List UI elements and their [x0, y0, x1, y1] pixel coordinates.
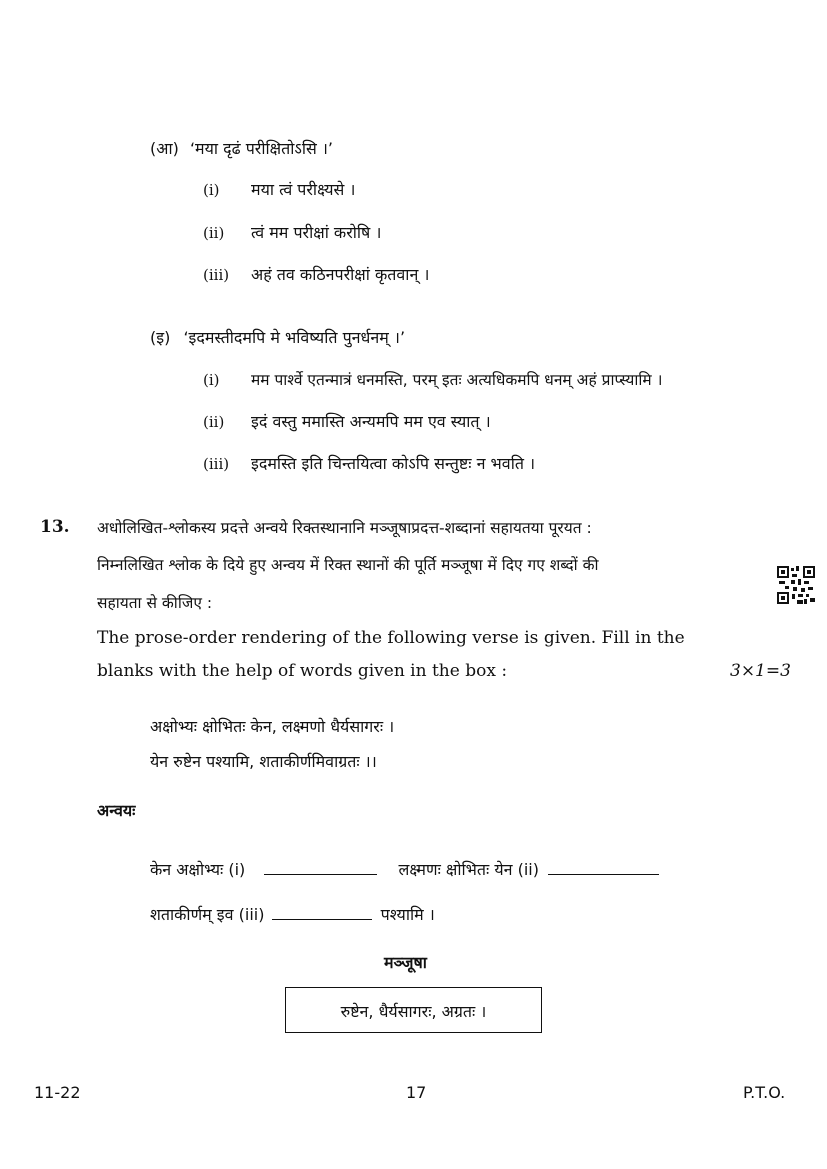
footer-pto: P.T.O.	[743, 1083, 786, 1102]
page-number: 17	[406, 1083, 427, 1102]
anvaya-row-1-text-a: केन अक्षोभ्यः (i)	[150, 860, 246, 879]
option-number: (i)	[203, 181, 220, 199]
footer-code: 11-22	[34, 1083, 81, 1102]
blank-2[interactable]	[548, 860, 659, 875]
part-i-option-3	[203, 452, 535, 474]
manjusha-box	[285, 987, 542, 1033]
marks: 3×1=3	[730, 661, 791, 681]
manjusha-words: रुष्टेन, धैर्यसागरः, अग्रतः ।	[340, 1002, 487, 1021]
part-aa-marker: (आ)	[150, 139, 179, 158]
option-number: (ii)	[203, 224, 225, 242]
option-text: इदं वस्तु ममास्ति अन्यमपि मम एव स्यात् ।	[251, 412, 491, 431]
hindi-instruction-line-2: सहायता से कीजिए :	[97, 594, 213, 612]
part-i-quote: ‘इदमस्तीदमपि मे भविष्यति पुनर्धनम् ।’	[183, 328, 406, 347]
option-text: मया त्वं परीक्ष्यसे ।	[251, 180, 356, 199]
english-instruction-line-2: blanks with the help of words given in the box :	[97, 661, 508, 681]
blank-3[interactable]	[272, 905, 372, 920]
verse-line-1: अक्षोभ्यः क्षोभितः केन, लक्ष्मणो धैर्यसागरः ।	[150, 717, 395, 736]
option-number: (ii)	[203, 413, 225, 431]
option-number: (iii)	[203, 266, 230, 284]
option-text: अहं तव कठिनपरीक्षां कृतवान् ।	[251, 265, 430, 284]
anvaya-label: अन्वयः	[97, 801, 136, 820]
anvaya-row-1-text-b: लक्ष्मणः क्षोभितः येन (ii)	[398, 860, 539, 879]
anvaya-row-2-text-b: पश्यामि ।	[380, 905, 435, 924]
verse-line-2: येन रुष्टेन पश्यामि, शताकीर्णमिवाग्रतः ।।	[150, 752, 377, 771]
hindi-instruction-line-1: निम्नलिखित श्लोक के दिये हुए अन्वय में रिक्त स्थानों की पूर्ति मञ्जूषा में दिए गए शब्दों की	[97, 556, 599, 574]
part-aa-option-2	[203, 221, 381, 243]
option-text: इदमस्ति इति चिन्तयित्वा कोऽपि सन्तुष्टः न भवति ।	[251, 454, 536, 473]
manjusha-label: मञ्जूषा	[384, 953, 427, 972]
english-instruction-line-1: The prose-order rendering of the following verse is given. Fill in the	[97, 628, 685, 648]
qr-code-icon	[777, 566, 815, 604]
option-number: (iii)	[203, 455, 230, 473]
part-i	[150, 326, 405, 348]
blank-1[interactable]	[264, 860, 377, 875]
option-number: (i)	[203, 371, 220, 389]
part-i-option-1	[203, 368, 662, 390]
sanskrit-instruction: अधोलिखित-श्लोकस्य प्रदत्ते अन्वये रिक्तस्थानानि मञ्जूषाप्रदत्त-शब्दानां सहायतया पूरयत :	[97, 519, 592, 537]
part-aa-option-1	[203, 178, 355, 200]
question-number: 13.	[40, 517, 70, 537]
part-i-marker: (इ)	[150, 328, 171, 347]
part-i-option-2	[203, 410, 491, 432]
option-text: मम पार्श्वे एतन्मात्रं धनमस्ति, परम् इतः अत्यधिकमपि धनम् अहं प्राप्स्यामि ।	[251, 371, 663, 389]
anvaya-row-1	[150, 858, 659, 880]
part-aa-quote: ‘मया दृढं परीक्षितोऽसि ।’	[189, 139, 334, 158]
anvaya-row-2-text-a: शताकीर्णम् इव (iii)	[150, 905, 265, 924]
anvaya-row-2	[150, 903, 435, 925]
part-aa	[150, 137, 333, 159]
option-text: त्वं मम परीक्षां करोषि ।	[251, 223, 382, 242]
part-aa-option-3	[203, 263, 429, 285]
